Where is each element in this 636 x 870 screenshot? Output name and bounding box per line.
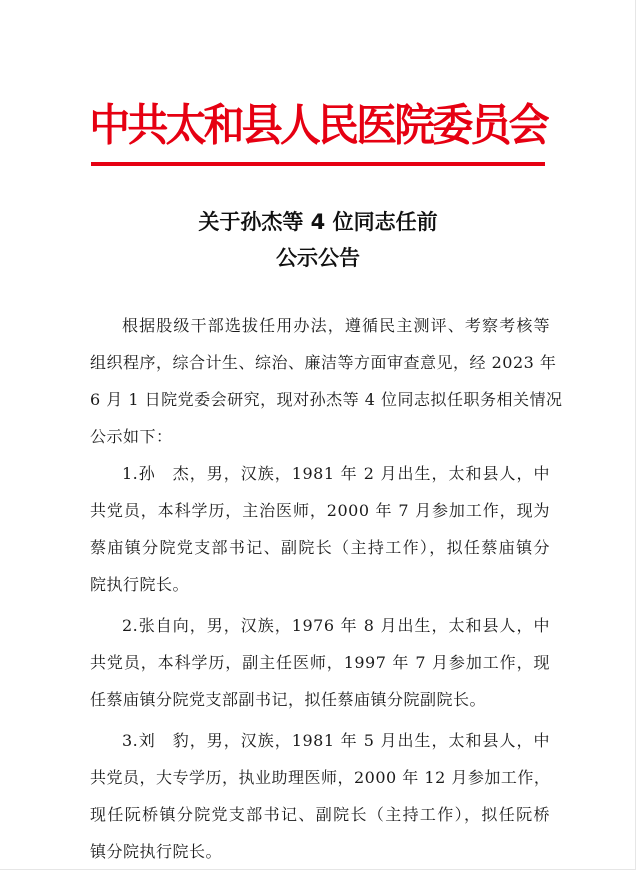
intro-paragraph xyxy=(90,307,563,455)
paragraph-line: 共党员，本科学历，副主任医师，1997 年 7 月参加工作，现 xyxy=(90,653,550,672)
paragraph-line: 共党员，大专学历，执业助理医师，2000 年 12 月参加工作， xyxy=(90,768,551,787)
paragraph-line: 院执行院长。 xyxy=(90,575,190,594)
announcement-title-line-1: 关于孙杰等 4 位同志任前 xyxy=(198,210,438,234)
paragraph-line: 组织程序，综合计生、综治、廉洁等方面审查意见，经 2023 年 xyxy=(90,353,557,372)
entry-paragraph-2 xyxy=(90,607,550,718)
red-header-rule xyxy=(91,162,545,166)
paragraph-line: 1.孙 杰，男，汉族，1981 年 2 月出生，太和县人，中 xyxy=(122,464,550,483)
paragraph-line: 镇分院执行院长。 xyxy=(90,842,223,861)
paragraph-line: 公示如下： xyxy=(90,427,173,446)
entry-paragraph-3 xyxy=(90,722,550,870)
announcement-title-line-2: 公示公告 xyxy=(276,246,360,270)
paragraph-line: 2.张自向，男，汉族，1976 年 8 月出生，太和县人，中 xyxy=(122,616,550,635)
paragraph-line: 根据股级干部选拔任用办法，遵循民主测评、考察考核等 xyxy=(122,316,550,335)
paragraph-line: 共党员，本科学历，主治医师，2000 年 7 月参加工作，现为 xyxy=(90,501,550,520)
paragraph-line: 现任阮桥镇分院党支部书记、副院长（主持工作），拟任阮桥 xyxy=(90,805,550,824)
paragraph-line: 蔡庙镇分院党支部书记、副院长（主持工作），拟任蔡庙镇分 xyxy=(90,538,550,557)
document-body xyxy=(90,307,563,870)
paragraph-line: 6 月 1 日院党委会研究，现对孙杰等 4 位同志拟任职务相关情况 xyxy=(90,390,563,409)
paragraph-line: 3.刘 豹，男，汉族，1981 年 5 月出生，太和县人，中 xyxy=(122,731,550,750)
entry-paragraph-1 xyxy=(90,455,550,603)
red-header-title: 中共太和县人民医院委员会 xyxy=(89,100,547,151)
paragraph-line: 任蔡庙镇分院党支部副书记，拟任蔡庙镇分院副院长。 xyxy=(90,690,487,709)
